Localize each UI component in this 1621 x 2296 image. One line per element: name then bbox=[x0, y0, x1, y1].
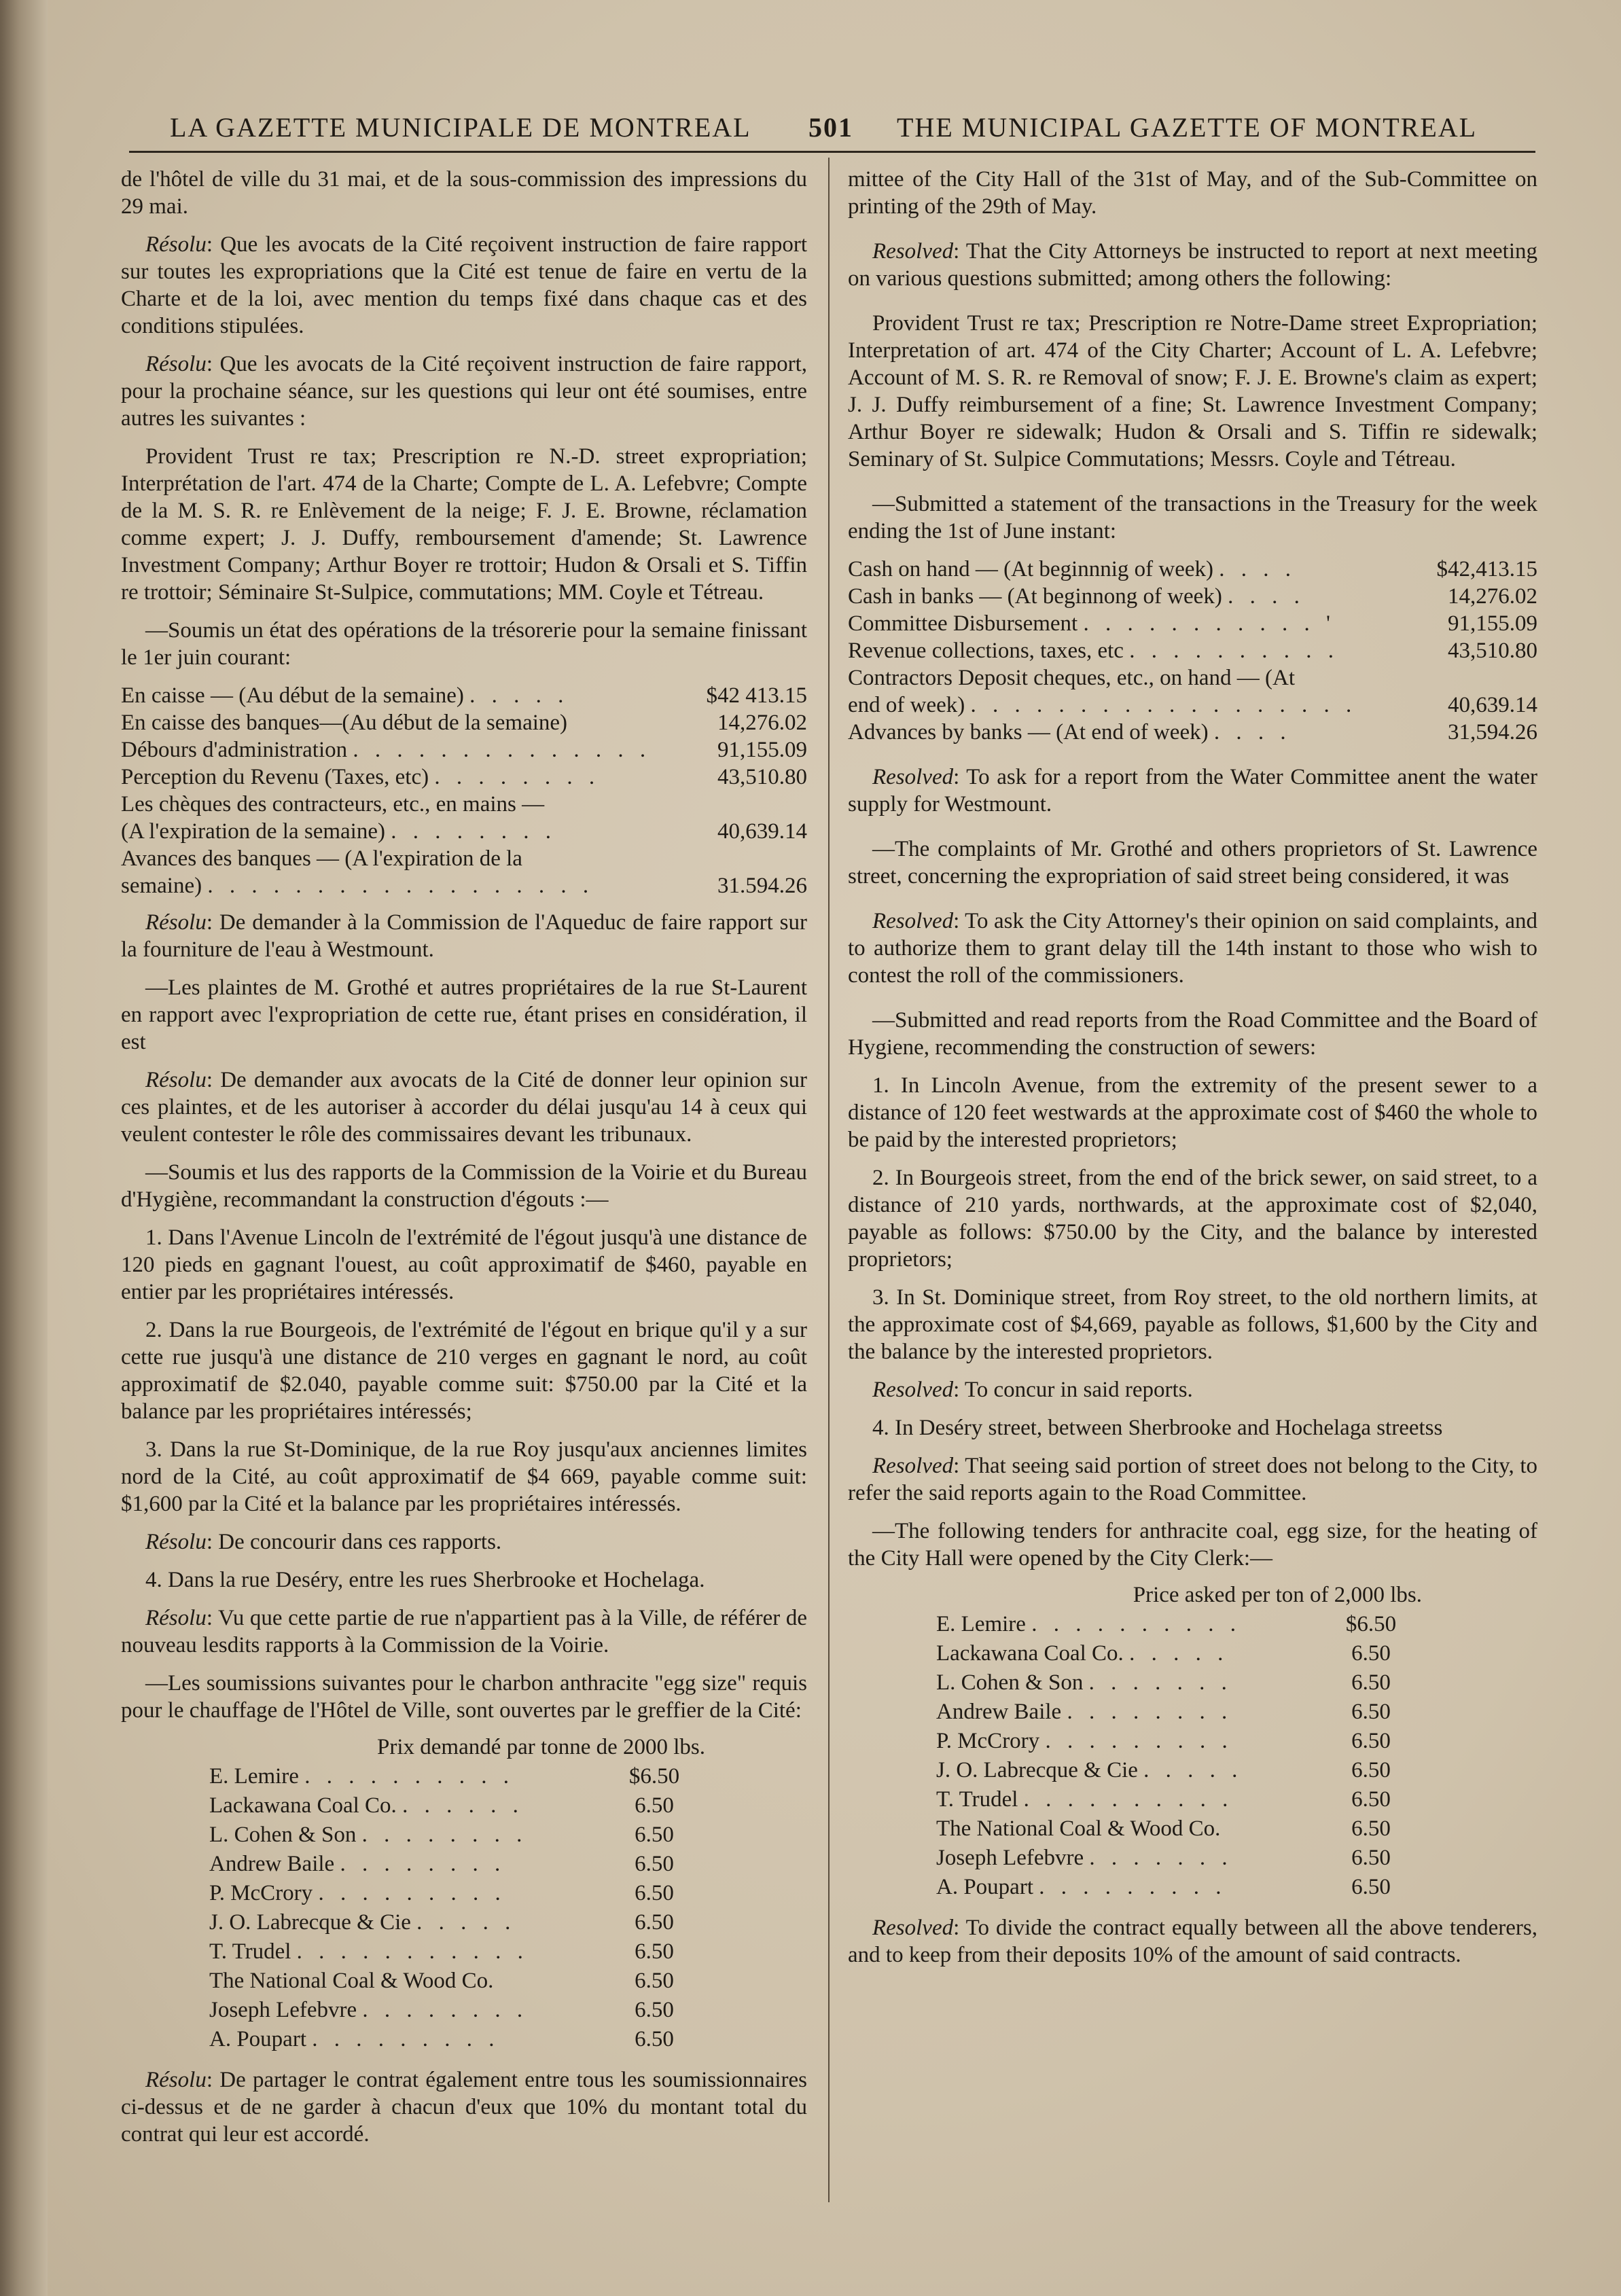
leader-dots: . . . . bbox=[1219, 557, 1296, 581]
treasury-label bbox=[121, 682, 692, 709]
coal-tender-row bbox=[936, 1844, 1422, 1873]
treasury-label bbox=[848, 637, 1422, 664]
tender-price: 6.50 bbox=[635, 1823, 674, 1847]
treasury-label-text: Revenue collections, taxes, etc bbox=[848, 639, 1124, 663]
treasury-row bbox=[848, 556, 1537, 583]
paragraph: 4. In Deséry street, between Sherbrooke and Hochelaga streetss bbox=[872, 1416, 1443, 1440]
treasury-amount: 31.594.26 bbox=[717, 874, 807, 898]
tenderer-name bbox=[936, 1727, 1233, 1756]
treasury-amount bbox=[692, 791, 807, 818]
tender-price: 6.50 bbox=[635, 1969, 674, 1993]
treasury-label-text: Débours d'administration bbox=[121, 738, 348, 762]
treasury-amount: $42,413.15 bbox=[1436, 557, 1537, 581]
coal-tender-row bbox=[936, 1873, 1422, 1902]
treasury-label-text: Perception du Revenu (Taxes, etc) bbox=[121, 765, 429, 789]
leader-dots: . . . . . . . . . . . . . . . . . . bbox=[207, 874, 594, 898]
treasury-label-text: Avances des banques — (A l'expiration de la bbox=[121, 846, 522, 871]
paragraph: Résolu: De concourir dans ces rapports. bbox=[145, 1530, 502, 1554]
leader-dots: . . . . bbox=[1213, 720, 1292, 745]
leader-dots: . . . . . bbox=[1129, 1641, 1229, 1666]
paragraph: de l'hôtel de ville du 31 mai, et de la sous-commission des impressions du 29 mai. bbox=[121, 167, 807, 219]
tenderer-name-text: L. Cohen & Son bbox=[936, 1670, 1084, 1695]
leader-dots: . . . . . . . . bbox=[1067, 1700, 1233, 1724]
paragraph: Resolved: That the City Attorneys be instructed to report at next meeting on various questions submitted; among others the following: bbox=[848, 239, 1537, 291]
leader-dots: . . . . . . . . . . bbox=[1031, 1612, 1241, 1636]
treasury-row bbox=[121, 736, 807, 764]
treasury-label-text: Advances by banks — (At end of week) bbox=[848, 720, 1209, 745]
leader-dots: . . . . . bbox=[469, 683, 569, 708]
treasury-label bbox=[121, 736, 692, 764]
leader-dots: . . . . . . . . bbox=[361, 1823, 528, 1847]
treasury-amount: 43,510.80 bbox=[717, 765, 807, 789]
coal-tender-row bbox=[936, 1668, 1422, 1698]
treasury-row bbox=[121, 791, 807, 818]
leader-dots: . . . . . . . . bbox=[434, 765, 601, 789]
treasury-label bbox=[121, 709, 692, 736]
tenderer-name-text: T. Trudel bbox=[209, 1939, 291, 1964]
leader-dots: . . . . . . . . bbox=[391, 819, 556, 844]
tenderer-name-text: T. Trudel bbox=[936, 1787, 1018, 1812]
treasury-amount: 91,155.09 bbox=[717, 738, 807, 762]
treasury-amount bbox=[692, 845, 807, 872]
paragraph: Résolu: Que les avocats de la Cité reçoivent instruction de faire rapport sur toutes les expropriations que la Cité est tenue de faire en vertu de la Charte et de la loi, avec mention du temps fixé dans chaque cas et des conditions stipulées. bbox=[121, 232, 807, 338]
treasury-label-text: Cash in banks — (At beginnong of week) bbox=[848, 584, 1222, 609]
tenderer-name bbox=[936, 1756, 1243, 1785]
leader-dots: . . . . . . . . . . bbox=[304, 1764, 514, 1789]
tenderer-name bbox=[936, 1610, 1241, 1639]
tender-price: 6.50 bbox=[1351, 1787, 1391, 1812]
tenderer-name bbox=[936, 1814, 1220, 1844]
paragraph: Résolu: Que les avocats de la Cité reçoivent instruction de faire rapport, pour la prochaine séance, sur les questions qui leur ont été soumises, entre autres les suivantes : bbox=[121, 352, 807, 431]
treasury-label bbox=[848, 719, 1422, 746]
treasury-amount: $42 413.15 bbox=[706, 683, 807, 708]
tender-price: 6.50 bbox=[635, 1881, 674, 1905]
leader-dots: . . . . . . . . . . bbox=[1129, 639, 1339, 663]
tenderer-name-text: Andrew Baile bbox=[936, 1700, 1062, 1724]
tender-price: $6.50 bbox=[1345, 1612, 1397, 1636]
leader-dots: . . . . . . . . . . bbox=[1023, 1787, 1234, 1812]
running-header bbox=[170, 107, 1495, 148]
tender-price: 6.50 bbox=[635, 1939, 674, 1964]
tender-price: 6.50 bbox=[1351, 1758, 1391, 1782]
coal-tender-row bbox=[936, 1814, 1422, 1844]
paragraph: Résolu: De demander aux avocats de la Cité de donner leur opinion sur ces plaintes, et de les autoriser à accorder du délai jusqu'au 14 à ceux qui veulent contester le rôle des commissaires devant les tribunaux. bbox=[121, 1068, 807, 1147]
tenderer-name-text: The National Coal & Wood Co. bbox=[936, 1816, 1221, 1841]
coal-tender-row bbox=[209, 1937, 705, 1967]
paragraph: Résolu: Vu que cette partie de rue n'appartient pas à la Ville, de référer de nouveau lesdits rapports à la Commission de la Voirie. bbox=[121, 1606, 807, 1657]
coal-tender-row bbox=[209, 1996, 705, 2025]
treasury-label-text: Les chèques des contracteurs, etc., en mains — bbox=[121, 792, 545, 817]
treasury-row bbox=[848, 637, 1537, 664]
leader-dots: . . . . . . . . . bbox=[1039, 1875, 1227, 1899]
leader-dots: . . . . . . . bbox=[1089, 1846, 1233, 1870]
tenderer-name-text: E. Lemire bbox=[209, 1764, 299, 1789]
treasury-row bbox=[121, 845, 807, 872]
paragraph: 1. Dans l'Avenue Lincoln de l'extrémité de l'égout jusqu'à une distance de 120 pieds en gagnant l'ouest, au coût approximatif de $460, payable en entier par les propriétaires intéressés. bbox=[121, 1225, 807, 1304]
tenderer-name-text: Lackawana Coal Co. bbox=[209, 1793, 397, 1818]
tenderer-name-text: P. McCrory bbox=[209, 1881, 313, 1905]
treasury-label-text: (A l'expiration de la semaine) bbox=[121, 819, 385, 844]
tender-price: 6.50 bbox=[1351, 1670, 1391, 1695]
paragraph: Provident Trust re tax; Prescription re N.-D. street expropriation; Interprétation de l'art. 474 de la Charte; Compte de L. A. Lefebvre; Compte de la M. S. R. re Enlèvement de la neige; F. J. E. Browne, réclamation comme expert; J. J. Duffy, remboursement d'amende; St. Lawrence Investment Company; Arthur Boyer re trottoir; Hudon & Orsali et S. Tiffin re trottoir; Séminaire St-Sulpice, commutations; MM. Coyle et Tétreau. bbox=[121, 444, 807, 605]
paragraph: Résolu: De demander à la Commission de l'Aqueduc de faire rapport sur la fourniture de l'eau à Westmount. bbox=[121, 910, 807, 962]
tender-price: 6.50 bbox=[1351, 1875, 1391, 1899]
leader-dots: . . . . . . . . . . . bbox=[296, 1939, 529, 1964]
treasury-label-text: En caisse — (Au début de la semaine) bbox=[121, 683, 464, 708]
treasury-row bbox=[121, 818, 807, 845]
tenderer-name-text: Joseph Lefebvre bbox=[209, 1998, 357, 2022]
coal-tender-row bbox=[209, 2025, 705, 2054]
coal-tender-row bbox=[209, 1908, 705, 1937]
tenderer-name-text: J. O. Labrecque & Cie bbox=[209, 1910, 411, 1935]
tender-price: 6.50 bbox=[1351, 1641, 1391, 1666]
leader-dots: . . . . . . . bbox=[1088, 1670, 1232, 1695]
header-rule bbox=[129, 151, 1535, 153]
treasury-label-text: Contractors Deposit cheques, etc., on hand — (At bbox=[848, 666, 1296, 690]
treasury-amount bbox=[1422, 664, 1537, 692]
tenderer-name bbox=[209, 1937, 529, 1967]
treasury-label bbox=[121, 764, 692, 791]
paragraph: 2. In Bourgeois street, from the end of the brick sewer, on said street, to a distance of 210 yards, northwards, at the approximate cost of $2,040, payable as follows: $750.00 by the City, and the balance by interested proprietors; bbox=[848, 1166, 1537, 1272]
paragraph: —Soumis et lus des rapports de la Commission de la Voirie et du Bureau d'Hygiène, recommandant la construction d'égouts :— bbox=[121, 1160, 807, 1212]
paragraph: 4. Dans la rue Deséry, entre les rues Sherbrooke et Hochelaga. bbox=[145, 1568, 705, 1592]
coal-tender-row bbox=[936, 1785, 1422, 1814]
tenderer-name-text: Joseph Lefebvre bbox=[936, 1846, 1084, 1870]
treasury-amount: 31,594.26 bbox=[1448, 720, 1537, 745]
paragraph: 3. In St. Dominique street, from Roy street, to the old northern limits, at the approximate cost of $4,669, payable as follows, $1,600 by the City and the balance by the interested proprietors. bbox=[848, 1285, 1537, 1364]
leader-dots: . . . . . bbox=[1143, 1758, 1243, 1782]
paragraph: —Les plaintes de M. Grothé et autres propriétaires de la rue St-Laurent en rapport avec l'expropriation de cette rue, étant prises en considération, il est bbox=[121, 975, 807, 1054]
tenderer-name bbox=[936, 1639, 1228, 1668]
coal-tender-row bbox=[209, 1879, 705, 1908]
treasury-row bbox=[121, 872, 807, 899]
leader-dots: . . . . . . . . . bbox=[1045, 1729, 1233, 1753]
tenderer-name bbox=[209, 1791, 524, 1820]
tenderer-name-text: A. Poupart bbox=[209, 2027, 306, 2051]
tenderer-name-text: Andrew Baile bbox=[209, 1852, 335, 1876]
leader-dots: . . . . . . . . . bbox=[318, 1881, 506, 1905]
paragraph: —The following tenders for anthracite coal, egg size, for the heating of the City Hall were opened by the City Clerk:— bbox=[848, 1519, 1537, 1571]
treasury-table-fr bbox=[121, 682, 807, 899]
treasury-label bbox=[121, 872, 692, 899]
paragraph: —Submitted a statement of the transactions in the Treasury for the week ending the 1st of June instant: bbox=[848, 492, 1537, 543]
paragraph: Resolved: To divide the contract equally between all the above tenderers, and to keep from their deposits 10% of the amount of said contracts. bbox=[848, 1916, 1537, 1967]
paragraph: —Soumis un état des opérations de la trésorerie pour la semaine finissant le 1er juin courant: bbox=[121, 618, 807, 670]
tenderer-name-text: J. O. Labrecque & Cie bbox=[936, 1758, 1138, 1782]
tender-price: 6.50 bbox=[635, 1793, 674, 1818]
tenderer-name bbox=[209, 1850, 505, 1879]
coal-tender-row bbox=[936, 1756, 1422, 1785]
treasury-label-text: En caisse des banques—(Au début de la semaine) bbox=[121, 711, 568, 735]
coal-tender-row bbox=[209, 1967, 705, 1996]
tenderer-name bbox=[209, 2025, 500, 2054]
treasury-row bbox=[848, 719, 1537, 746]
coal-tender-row bbox=[936, 1610, 1422, 1639]
tenderer-name bbox=[936, 1873, 1227, 1902]
treasury-row bbox=[121, 764, 807, 791]
treasury-label-text: end of week) bbox=[848, 693, 965, 717]
treasury-label bbox=[848, 610, 1422, 637]
tenderer-name bbox=[936, 1668, 1232, 1698]
treasury-label bbox=[121, 818, 692, 845]
paragraph: 2. Dans la rue Bourgeois, de l'extrémité de l'égout en brique qu'il y a sur cette rue jusqu'à une distance de 210 verges en gagnant le nord, au coût approximatif de $2.040, payable comme suit: $750.00 par la Cité et la balance par les propriétaires intéressés; bbox=[121, 1318, 807, 1424]
column-divider bbox=[828, 158, 830, 2202]
tenderer-name-text: L. Cohen & Son bbox=[209, 1823, 357, 1847]
tenderer-name bbox=[209, 1996, 528, 2025]
paragraph: Provident Trust re tax; Prescription re Notre-Dame street Expropriation; Interpretation of art. 474 of the City Charter; Account of L. A. Lefebvre; Account of M. S. R. re Removal of snow; F. J. E. Browne's claim as expert; J. J. Duffy reimbursement of a fine; St. Lawrence Investment Company; Arthur Boyer re sidewalk; Hudon & Orsali and S. Tiffin re sidewalk; Seminary of St. Sulpice Commutations; Messrs. Coyle and Tétreau. bbox=[848, 311, 1537, 471]
treasury-row bbox=[848, 583, 1537, 610]
paragraph: 3. Dans la rue St-Dominique, de la rue Roy jusqu'aux anciennes limites nord de la Cité, au coût approximatif de $4 669, payable comme suit: $1,600 par la Cité et la balance par les propriétaires intéressés. bbox=[121, 1437, 807, 1516]
paragraph: Resolved: That seeing said portion of street does not belong to the City, to refer the said reports again to the Road Committee. bbox=[848, 1454, 1537, 1505]
header-english-title: THE MUNICIPAL GAZETTE OF MONTREAL bbox=[897, 112, 1478, 143]
tenderer-name bbox=[209, 1879, 506, 1908]
tenderer-name bbox=[936, 1698, 1232, 1727]
treasury-label bbox=[121, 845, 692, 872]
coal-tender-row bbox=[936, 1727, 1422, 1756]
tender-price: 6.50 bbox=[635, 1910, 674, 1935]
tenderer-name bbox=[936, 1785, 1233, 1814]
treasury-amount: 43,510.80 bbox=[1448, 639, 1537, 663]
treasury-amount: 40,639.14 bbox=[717, 819, 807, 844]
tenderer-name bbox=[209, 1908, 516, 1937]
leader-dots: . . . . . . . . . . . . . . . . . . bbox=[970, 693, 1357, 717]
treasury-amount: 40,639.14 bbox=[1448, 693, 1537, 717]
tender-price: 6.50 bbox=[1351, 1700, 1391, 1724]
treasury-amount: 14,276.02 bbox=[1448, 584, 1537, 609]
treasury-amount: 14,276.02 bbox=[717, 711, 807, 735]
coal-tender-list-en bbox=[848, 1583, 1537, 1902]
tender-price: 6.50 bbox=[635, 2027, 674, 2051]
paragraph: Resolved: To concur in said reports. bbox=[872, 1378, 1193, 1402]
leader-dots: . . . . . bbox=[416, 1910, 516, 1935]
treasury-label bbox=[848, 664, 1422, 692]
coal-tender-row bbox=[936, 1639, 1422, 1668]
treasury-label-text: semaine) bbox=[121, 874, 202, 898]
french-column bbox=[121, 166, 807, 2159]
treasury-row bbox=[121, 682, 807, 709]
treasury-amount: 91,155.09 bbox=[1448, 611, 1537, 636]
tender-price: 6.50 bbox=[1351, 1816, 1391, 1841]
treasury-row bbox=[848, 692, 1537, 719]
coal-price-header: Price asked per ton of 2,000 lbs. bbox=[1133, 1583, 1422, 1607]
coal-tender-row bbox=[209, 1820, 705, 1850]
paragraph: —The complaints of Mr. Grothé and others proprietors of St. Lawrence street, concerning the expropriation of said street being considered, it was bbox=[848, 837, 1537, 889]
tender-price: $6.50 bbox=[628, 1764, 680, 1789]
paragraph: —Les soumissions suivantes pour le charbon anthracite "egg size" requis pour le chauffage de l'Hôtel de Ville, sont ouvertes par le greffier de la Cité: bbox=[121, 1671, 807, 1723]
leader-dots: . . . . . . . . . . . ' bbox=[1083, 611, 1336, 636]
treasury-label bbox=[848, 692, 1422, 719]
coal-price-header: Prix demandé par tonne de 2000 lbs. bbox=[377, 1735, 705, 1759]
tenderer-name bbox=[209, 1762, 514, 1791]
coal-tender-row bbox=[936, 1698, 1422, 1727]
paragraph: mittee of the City Hall of the 31st of May, and of the Sub-Committee on printing of the 29th of May. bbox=[848, 167, 1537, 219]
paragraph: —Submitted and read reports from the Road Committee and the Board of Hygiene, recommending the construction of sewers: bbox=[848, 1008, 1537, 1060]
tenderer-name-text: E. Lemire bbox=[936, 1612, 1026, 1636]
treasury-row bbox=[848, 610, 1537, 637]
tender-price: 6.50 bbox=[1351, 1846, 1391, 1870]
tenderer-name bbox=[936, 1844, 1233, 1873]
paragraph: 1. In Lincoln Avenue, from the extremity of the present sewer to a distance of 120 feet westwards at the approximate cost of $460 the whole to be paid by the interested proprietors; bbox=[848, 1073, 1537, 1152]
page-number: 501 bbox=[808, 112, 853, 143]
tenderer-name bbox=[209, 1967, 493, 1996]
treasury-label bbox=[848, 583, 1422, 610]
leader-dots: . . . . bbox=[1228, 584, 1305, 609]
header-french-title: LA GAZETTE MUNICIPALE DE MONTREAL bbox=[170, 112, 751, 143]
coal-tender-row bbox=[209, 1850, 705, 1879]
leader-dots: . . . . . . . . bbox=[340, 1852, 506, 1876]
leader-dots: . . . . . . . . bbox=[362, 1998, 529, 2022]
paragraph: Resolved: To ask the City Attorney's their opinion on said complaints, and to authorize them to grant delay till the 14th instant to those who wish to contest the roll of the commissioners. bbox=[848, 909, 1537, 988]
treasury-label bbox=[848, 556, 1422, 583]
english-column bbox=[848, 166, 1537, 1979]
tenderer-name-text: P. McCrory bbox=[936, 1729, 1040, 1753]
tenderer-name-text: A. Poupart bbox=[936, 1875, 1033, 1899]
coal-tender-row bbox=[209, 1791, 705, 1820]
leader-dots: . . . . . . . . . bbox=[312, 2027, 500, 2051]
tender-price: 6.50 bbox=[1351, 1729, 1391, 1753]
coal-tender-row bbox=[209, 1762, 705, 1791]
tender-price: 6.50 bbox=[635, 1852, 674, 1876]
leader-dots: . . . . . . . . . . . . . . bbox=[353, 738, 652, 762]
treasury-row bbox=[121, 709, 807, 736]
coal-tender-list-fr bbox=[121, 1735, 807, 2054]
tenderer-name-text: Lackawana Coal Co. bbox=[936, 1641, 1124, 1666]
paragraph: Résolu: De partager le contrat également entre tous les soumissionnaires ci-dessus et de ne garder à chacun d'eux que 10% du montant total du contrat qui leur est accordé. bbox=[121, 2068, 807, 2147]
treasury-label-text: Committee Disbursement bbox=[848, 611, 1078, 636]
tender-price: 6.50 bbox=[635, 1998, 674, 2022]
tenderer-name bbox=[209, 1820, 527, 1850]
tenderer-name-text: The National Coal & Wood Co. bbox=[209, 1969, 494, 1993]
page-binding-shadow bbox=[0, 0, 48, 2296]
leader-dots: . . . . . . bbox=[402, 1793, 524, 1818]
treasury-table-en bbox=[848, 556, 1537, 746]
treasury-row bbox=[848, 664, 1537, 692]
treasury-label-text: Cash on hand — (At beginnnig of week) bbox=[848, 557, 1213, 581]
paragraph: Resolved: To ask for a report from the Water Committee anent the water supply for Westmount. bbox=[848, 765, 1537, 817]
treasury-label bbox=[121, 791, 692, 818]
